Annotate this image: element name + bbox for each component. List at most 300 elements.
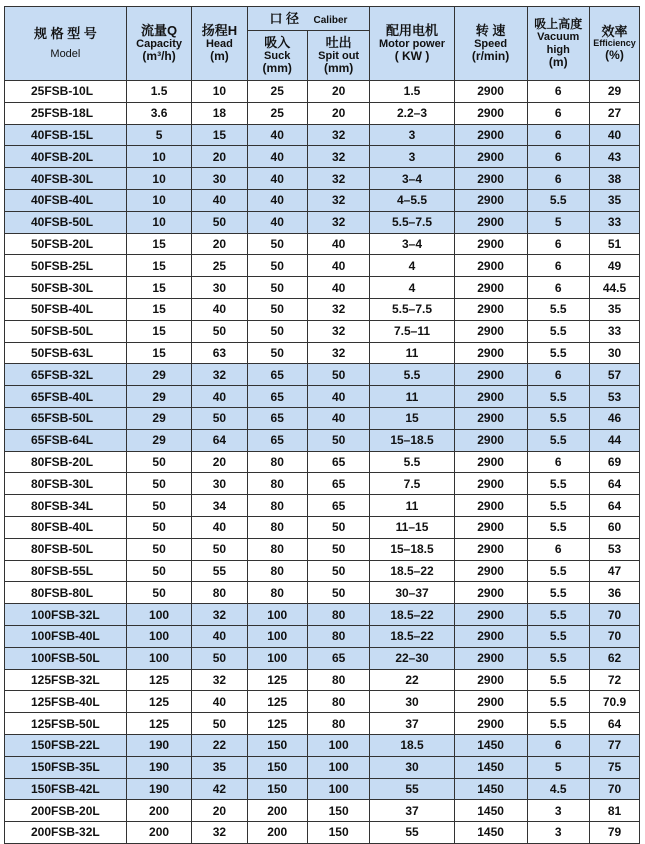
cell-capacity: 50 xyxy=(126,451,192,473)
cell-model: 50FSB-50L xyxy=(5,320,127,342)
cell-efficiency: 81 xyxy=(589,800,639,822)
cell-model: 65FSB-64L xyxy=(5,429,127,451)
cell-spit-out: 50 xyxy=(307,560,369,582)
table-row xyxy=(5,407,640,429)
table-body xyxy=(5,81,640,844)
cell-capacity: 15 xyxy=(126,255,192,277)
cell-model: 50FSB-63L xyxy=(5,342,127,364)
header-motor: 配用电机 Motor power ( KW ) xyxy=(370,7,454,81)
cell-capacity: 29 xyxy=(126,386,192,408)
cell-model: 50FSB-30L xyxy=(5,277,127,299)
cell-head: 50 xyxy=(192,647,247,669)
cell-vacuum-high: 4.5 xyxy=(527,778,589,800)
cell-head: 25 xyxy=(192,255,247,277)
cell-capacity: 29 xyxy=(126,407,192,429)
cell-capacity: 3.6 xyxy=(126,102,192,124)
cell-spit-out: 32 xyxy=(307,124,369,146)
cell-suck: 80 xyxy=(247,495,307,517)
table-row xyxy=(5,298,640,320)
cell-speed: 1450 xyxy=(454,800,527,822)
header-head: 扬程H Head (m) xyxy=(192,7,247,81)
cell-motor-power: 22–30 xyxy=(370,647,454,669)
cell-vacuum-high: 5.5 xyxy=(527,625,589,647)
cell-motor-power: 2.2–3 xyxy=(370,102,454,124)
table-row xyxy=(5,713,640,735)
cell-efficiency: 47 xyxy=(589,560,639,582)
cell-motor-power: 11 xyxy=(370,495,454,517)
cell-motor-power: 4 xyxy=(370,277,454,299)
cell-efficiency: 62 xyxy=(589,647,639,669)
cell-motor-power: 18.5–22 xyxy=(370,604,454,626)
cell-suck: 50 xyxy=(247,320,307,342)
cell-head: 42 xyxy=(192,778,247,800)
cell-spit-out: 100 xyxy=(307,756,369,778)
cell-speed: 2900 xyxy=(454,364,527,386)
header-efficiency: 效率 Efficiency (%) xyxy=(589,7,639,81)
cell-suck: 50 xyxy=(247,255,307,277)
cell-spit-out: 50 xyxy=(307,582,369,604)
cell-vacuum-high: 6 xyxy=(527,81,589,103)
cell-efficiency: 53 xyxy=(589,386,639,408)
cell-head: 20 xyxy=(192,800,247,822)
cell-efficiency: 70.9 xyxy=(589,691,639,713)
cell-vacuum-high: 5.5 xyxy=(527,342,589,364)
cell-speed: 2900 xyxy=(454,211,527,233)
table-header xyxy=(5,7,640,81)
cell-capacity: 200 xyxy=(126,800,192,822)
cell-vacuum-high: 5.5 xyxy=(527,320,589,342)
cell-head: 40 xyxy=(192,516,247,538)
cell-suck: 40 xyxy=(247,211,307,233)
cell-head: 40 xyxy=(192,189,247,211)
cell-speed: 2900 xyxy=(454,298,527,320)
cell-head: 32 xyxy=(192,364,247,386)
cell-spit-out: 20 xyxy=(307,102,369,124)
cell-spit-out: 50 xyxy=(307,516,369,538)
table-row xyxy=(5,604,640,626)
cell-speed: 1450 xyxy=(454,778,527,800)
header-suck: 吸入 Suck (mm) xyxy=(247,31,307,81)
cell-capacity: 190 xyxy=(126,734,192,756)
cell-capacity: 50 xyxy=(126,560,192,582)
cell-spit-out: 80 xyxy=(307,713,369,735)
cell-model: 65FSB-40L xyxy=(5,386,127,408)
table-row xyxy=(5,277,640,299)
cell-suck: 150 xyxy=(247,756,307,778)
cell-spit-out: 32 xyxy=(307,189,369,211)
cell-head: 20 xyxy=(192,146,247,168)
cell-speed: 2900 xyxy=(454,582,527,604)
cell-vacuum-high: 6 xyxy=(527,451,589,473)
cell-suck: 150 xyxy=(247,734,307,756)
cell-head: 30 xyxy=(192,277,247,299)
cell-speed: 2900 xyxy=(454,277,527,299)
header-spit-out: 吐出 Spit out (mm) xyxy=(307,31,369,81)
cell-suck: 100 xyxy=(247,604,307,626)
cell-capacity: 125 xyxy=(126,691,192,713)
table-row xyxy=(5,625,640,647)
cell-model: 25FSB-10L xyxy=(5,81,127,103)
cell-head: 34 xyxy=(192,495,247,517)
cell-vacuum-high: 6 xyxy=(527,168,589,190)
cell-suck: 80 xyxy=(247,560,307,582)
cell-spit-out: 32 xyxy=(307,211,369,233)
cell-capacity: 100 xyxy=(126,647,192,669)
cell-motor-power: 5.5 xyxy=(370,451,454,473)
cell-suck: 150 xyxy=(247,778,307,800)
cell-spit-out: 40 xyxy=(307,407,369,429)
cell-model: 150FSB-35L xyxy=(5,756,127,778)
cell-spit-out: 50 xyxy=(307,364,369,386)
cell-capacity: 1.5 xyxy=(126,81,192,103)
cell-spit-out: 65 xyxy=(307,495,369,517)
cell-vacuum-high: 5.5 xyxy=(527,298,589,320)
cell-vacuum-high: 6 xyxy=(527,277,589,299)
cell-head: 15 xyxy=(192,124,247,146)
cell-model: 40FSB-40L xyxy=(5,189,127,211)
table-row xyxy=(5,473,640,495)
table-row xyxy=(5,691,640,713)
cell-speed: 2900 xyxy=(454,386,527,408)
table-row xyxy=(5,211,640,233)
cell-suck: 40 xyxy=(247,146,307,168)
cell-vacuum-high: 5.5 xyxy=(527,713,589,735)
table-row xyxy=(5,233,640,255)
cell-efficiency: 64 xyxy=(589,495,639,517)
cell-capacity: 50 xyxy=(126,516,192,538)
cell-head: 50 xyxy=(192,407,247,429)
cell-model: 125FSB-50L xyxy=(5,713,127,735)
header-flow: 流量Q Capacity (m³/h) xyxy=(126,7,192,81)
table-row xyxy=(5,102,640,124)
cell-efficiency: 36 xyxy=(589,582,639,604)
cell-efficiency: 43 xyxy=(589,146,639,168)
cell-capacity: 15 xyxy=(126,277,192,299)
cell-head: 20 xyxy=(192,451,247,473)
cell-vacuum-high: 5.5 xyxy=(527,407,589,429)
table-row xyxy=(5,560,640,582)
cell-motor-power: 18.5 xyxy=(370,734,454,756)
cell-efficiency: 51 xyxy=(589,233,639,255)
cell-model: 50FSB-40L xyxy=(5,298,127,320)
cell-head: 20 xyxy=(192,233,247,255)
cell-motor-power: 4 xyxy=(370,255,454,277)
cell-motor-power: 18.5–22 xyxy=(370,560,454,582)
cell-spit-out: 80 xyxy=(307,669,369,691)
cell-motor-power: 15–18.5 xyxy=(370,429,454,451)
cell-spit-out: 32 xyxy=(307,320,369,342)
cell-capacity: 200 xyxy=(126,822,192,844)
cell-motor-power: 11–15 xyxy=(370,516,454,538)
cell-capacity: 125 xyxy=(126,669,192,691)
cell-capacity: 100 xyxy=(126,625,192,647)
cell-speed: 1450 xyxy=(454,756,527,778)
cell-efficiency: 72 xyxy=(589,669,639,691)
cell-suck: 125 xyxy=(247,669,307,691)
cell-head: 55 xyxy=(192,560,247,582)
table-row xyxy=(5,81,640,103)
cell-suck: 200 xyxy=(247,822,307,844)
table-row xyxy=(5,516,640,538)
cell-suck: 125 xyxy=(247,691,307,713)
cell-motor-power: 11 xyxy=(370,342,454,364)
cell-capacity: 10 xyxy=(126,146,192,168)
cell-suck: 50 xyxy=(247,233,307,255)
cell-speed: 2900 xyxy=(454,102,527,124)
cell-capacity: 100 xyxy=(126,604,192,626)
cell-head: 18 xyxy=(192,102,247,124)
cell-speed: 2900 xyxy=(454,713,527,735)
cell-head: 63 xyxy=(192,342,247,364)
cell-motor-power: 15–18.5 xyxy=(370,538,454,560)
header-caliber: 口 径 Caliber xyxy=(247,7,370,31)
cell-spit-out: 32 xyxy=(307,298,369,320)
cell-efficiency: 30 xyxy=(589,342,639,364)
cell-head: 40 xyxy=(192,298,247,320)
cell-suck: 40 xyxy=(247,124,307,146)
cell-suck: 100 xyxy=(247,647,307,669)
header-model: 规 格 型 号 Model xyxy=(5,7,127,81)
cell-suck: 65 xyxy=(247,364,307,386)
cell-capacity: 50 xyxy=(126,538,192,560)
cell-vacuum-high: 5.5 xyxy=(527,691,589,713)
cell-model: 65FSB-32L xyxy=(5,364,127,386)
cell-motor-power: 11 xyxy=(370,386,454,408)
cell-head: 32 xyxy=(192,822,247,844)
cell-efficiency: 44 xyxy=(589,429,639,451)
cell-speed: 2900 xyxy=(454,516,527,538)
cell-speed: 2900 xyxy=(454,560,527,582)
cell-spit-out: 150 xyxy=(307,800,369,822)
cell-model: 125FSB-40L xyxy=(5,691,127,713)
cell-speed: 2900 xyxy=(454,429,527,451)
cell-efficiency: 33 xyxy=(589,211,639,233)
cell-model: 200FSB-32L xyxy=(5,822,127,844)
cell-suck: 50 xyxy=(247,277,307,299)
cell-vacuum-high: 6 xyxy=(527,124,589,146)
cell-spit-out: 80 xyxy=(307,604,369,626)
cell-spit-out: 100 xyxy=(307,778,369,800)
cell-vacuum-high: 3 xyxy=(527,800,589,822)
cell-efficiency: 64 xyxy=(589,473,639,495)
cell-efficiency: 33 xyxy=(589,320,639,342)
cell-efficiency: 46 xyxy=(589,407,639,429)
table-row xyxy=(5,778,640,800)
cell-vacuum-high: 6 xyxy=(527,538,589,560)
cell-capacity: 190 xyxy=(126,778,192,800)
table-row xyxy=(5,538,640,560)
cell-vacuum-high: 5.5 xyxy=(527,669,589,691)
cell-speed: 2900 xyxy=(454,669,527,691)
cell-spit-out: 32 xyxy=(307,146,369,168)
cell-suck: 25 xyxy=(247,81,307,103)
cell-speed: 1450 xyxy=(454,734,527,756)
cell-spit-out: 100 xyxy=(307,734,369,756)
cell-efficiency: 40 xyxy=(589,124,639,146)
cell-spit-out: 40 xyxy=(307,386,369,408)
cell-capacity: 15 xyxy=(126,320,192,342)
cell-spit-out: 80 xyxy=(307,691,369,713)
cell-model: 80FSB-30L xyxy=(5,473,127,495)
cell-head: 50 xyxy=(192,713,247,735)
table-row xyxy=(5,495,640,517)
cell-capacity: 15 xyxy=(126,298,192,320)
cell-model: 100FSB-32L xyxy=(5,604,127,626)
cell-model: 80FSB-40L xyxy=(5,516,127,538)
cell-motor-power: 7.5–11 xyxy=(370,320,454,342)
cell-model: 80FSB-34L xyxy=(5,495,127,517)
cell-efficiency: 57 xyxy=(589,364,639,386)
cell-spit-out: 65 xyxy=(307,473,369,495)
cell-motor-power: 3–4 xyxy=(370,168,454,190)
cell-model: 80FSB-55L xyxy=(5,560,127,582)
cell-suck: 25 xyxy=(247,102,307,124)
cell-vacuum-high: 5.5 xyxy=(527,516,589,538)
cell-motor-power: 1.5 xyxy=(370,81,454,103)
cell-vacuum-high: 5.5 xyxy=(527,560,589,582)
cell-spit-out: 65 xyxy=(307,647,369,669)
cell-motor-power: 37 xyxy=(370,713,454,735)
cell-suck: 80 xyxy=(247,473,307,495)
cell-capacity: 125 xyxy=(126,713,192,735)
cell-capacity: 190 xyxy=(126,756,192,778)
cell-model: 50FSB-20L xyxy=(5,233,127,255)
table-row xyxy=(5,146,640,168)
cell-capacity: 29 xyxy=(126,429,192,451)
cell-vacuum-high: 6 xyxy=(527,233,589,255)
cell-spit-out: 65 xyxy=(307,451,369,473)
cell-efficiency: 27 xyxy=(589,102,639,124)
table-row xyxy=(5,669,640,691)
cell-vacuum-high: 5.5 xyxy=(527,189,589,211)
cell-suck: 100 xyxy=(247,625,307,647)
cell-capacity: 10 xyxy=(126,168,192,190)
table-row xyxy=(5,451,640,473)
cell-speed: 2900 xyxy=(454,451,527,473)
cell-speed: 2900 xyxy=(454,604,527,626)
cell-model: 80FSB-80L xyxy=(5,582,127,604)
cell-capacity: 29 xyxy=(126,364,192,386)
table-row xyxy=(5,320,640,342)
cell-vacuum-high: 6 xyxy=(527,255,589,277)
cell-capacity: 5 xyxy=(126,124,192,146)
cell-speed: 2900 xyxy=(454,124,527,146)
table-row xyxy=(5,364,640,386)
cell-capacity: 10 xyxy=(126,211,192,233)
cell-spit-out: 80 xyxy=(307,625,369,647)
cell-motor-power: 37 xyxy=(370,800,454,822)
cell-suck: 65 xyxy=(247,386,307,408)
cell-spit-out: 150 xyxy=(307,822,369,844)
cell-head: 50 xyxy=(192,320,247,342)
table-row xyxy=(5,647,640,669)
cell-motor-power: 5.5–7.5 xyxy=(370,211,454,233)
cell-motor-power: 55 xyxy=(370,778,454,800)
cell-capacity: 15 xyxy=(126,233,192,255)
cell-head: 22 xyxy=(192,734,247,756)
table-row xyxy=(5,255,640,277)
cell-efficiency: 79 xyxy=(589,822,639,844)
cell-efficiency: 35 xyxy=(589,189,639,211)
cell-motor-power: 30 xyxy=(370,691,454,713)
cell-model: 40FSB-15L xyxy=(5,124,127,146)
cell-capacity: 50 xyxy=(126,582,192,604)
cell-efficiency: 35 xyxy=(589,298,639,320)
cell-model: 40FSB-30L xyxy=(5,168,127,190)
cell-head: 40 xyxy=(192,625,247,647)
cell-motor-power: 4–5.5 xyxy=(370,189,454,211)
cell-efficiency: 70 xyxy=(589,604,639,626)
cell-spit-out: 40 xyxy=(307,255,369,277)
cell-vacuum-high: 5.5 xyxy=(527,604,589,626)
cell-motor-power: 22 xyxy=(370,669,454,691)
cell-spit-out: 40 xyxy=(307,233,369,255)
cell-model: 80FSB-50L xyxy=(5,538,127,560)
cell-suck: 65 xyxy=(247,407,307,429)
cell-model: 125FSB-32L xyxy=(5,669,127,691)
cell-motor-power: 3–4 xyxy=(370,233,454,255)
cell-model: 40FSB-20L xyxy=(5,146,127,168)
cell-suck: 200 xyxy=(247,800,307,822)
cell-suck: 50 xyxy=(247,342,307,364)
cell-speed: 1450 xyxy=(454,822,527,844)
cell-vacuum-high: 5.5 xyxy=(527,582,589,604)
cell-suck: 80 xyxy=(247,582,307,604)
table-row xyxy=(5,342,640,364)
cell-motor-power: 7.5 xyxy=(370,473,454,495)
cell-head: 40 xyxy=(192,691,247,713)
cell-motor-power: 30–37 xyxy=(370,582,454,604)
cell-motor-power: 5.5 xyxy=(370,364,454,386)
cell-model: 150FSB-42L xyxy=(5,778,127,800)
cell-vacuum-high: 5.5 xyxy=(527,429,589,451)
table-row xyxy=(5,189,640,211)
cell-motor-power: 18.5–22 xyxy=(370,625,454,647)
cell-head: 32 xyxy=(192,604,247,626)
cell-motor-power: 5.5–7.5 xyxy=(370,298,454,320)
cell-suck: 50 xyxy=(247,298,307,320)
cell-spit-out: 20 xyxy=(307,81,369,103)
cell-suck: 65 xyxy=(247,429,307,451)
pump-spec-table xyxy=(4,6,640,844)
cell-model: 50FSB-25L xyxy=(5,255,127,277)
cell-head: 50 xyxy=(192,211,247,233)
cell-suck: 80 xyxy=(247,538,307,560)
cell-capacity: 50 xyxy=(126,495,192,517)
cell-efficiency: 64 xyxy=(589,713,639,735)
cell-speed: 2900 xyxy=(454,81,527,103)
header-vacuum: 吸上高度 Vacuum high (m) xyxy=(527,7,589,81)
cell-capacity: 10 xyxy=(126,189,192,211)
table-row xyxy=(5,582,640,604)
cell-capacity: 15 xyxy=(126,342,192,364)
cell-model: 80FSB-20L xyxy=(5,451,127,473)
cell-speed: 2900 xyxy=(454,538,527,560)
cell-suck: 125 xyxy=(247,713,307,735)
table-row xyxy=(5,734,640,756)
cell-vacuum-high: 5.5 xyxy=(527,495,589,517)
cell-vacuum-high: 6 xyxy=(527,364,589,386)
cell-head: 35 xyxy=(192,756,247,778)
cell-vacuum-high: 6 xyxy=(527,146,589,168)
cell-motor-power: 3 xyxy=(370,124,454,146)
cell-speed: 2900 xyxy=(454,495,527,517)
cell-vacuum-high: 5 xyxy=(527,211,589,233)
cell-speed: 2900 xyxy=(454,342,527,364)
cell-speed: 2900 xyxy=(454,691,527,713)
cell-spit-out: 50 xyxy=(307,538,369,560)
cell-model: 100FSB-50L xyxy=(5,647,127,669)
